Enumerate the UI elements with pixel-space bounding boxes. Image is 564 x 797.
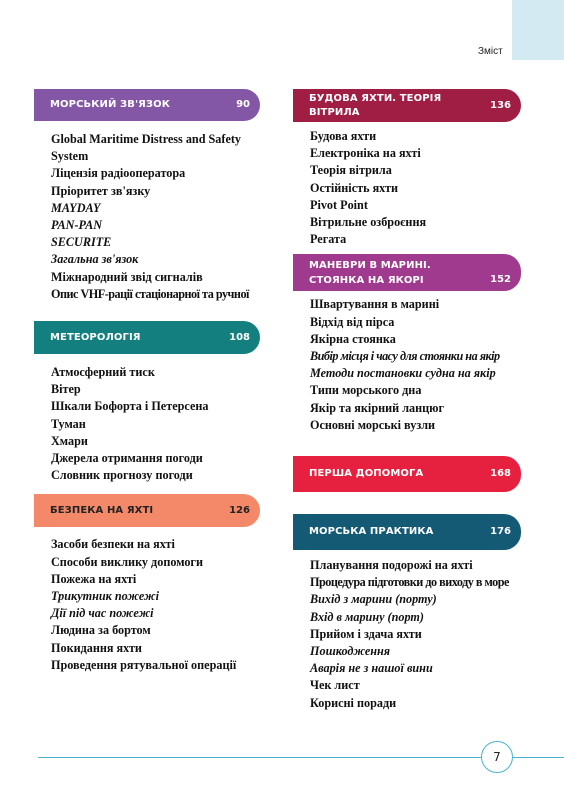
section-header-meteorology[interactable] [34, 321, 260, 354]
toc-entry[interactable]: Хмари [51, 433, 88, 448]
toc-entry[interactable]: Трикутник пожежі [51, 589, 159, 604]
toc-entry[interactable]: Шкали Бофорта і Петерсена [51, 399, 209, 414]
toc-entry[interactable]: Людина за бортом [51, 623, 151, 638]
section-items [293, 128, 521, 248]
toc-entry[interactable]: Пожежа на яхті [51, 571, 137, 586]
toc-section-meteorology [34, 321, 260, 484]
section-items [34, 536, 260, 674]
toc-entry[interactable]: Методи постановки судна на якір [310, 366, 496, 381]
section-title-line-2: СТОЯНКА НА ЯКОРІ [309, 274, 424, 286]
toc-entry[interactable]: Проведення рятувальної операції [51, 657, 237, 672]
toc-entry[interactable]: Покидання яхти [51, 640, 142, 655]
toc-entry[interactable]: Пріоритет зв'язку [51, 183, 151, 198]
toc-section-marine-communication [34, 89, 260, 303]
toc-entry[interactable]: SECURITE [51, 235, 112, 250]
toc-entry[interactable]: Вхід в марину (порт) [310, 609, 424, 624]
toc-entry[interactable]: Вибір місця і часу для стоянки на якір [310, 349, 500, 364]
toc-entry[interactable]: Пошкодження [310, 644, 391, 659]
toc-entry[interactable]: Корисні поради [310, 695, 397, 710]
toc-section-first-aid [293, 456, 521, 492]
corner-tab [512, 0, 564, 60]
toc-entry[interactable]: Global Maritime Distress and Safety [51, 132, 242, 146]
section-page-number: 136 [490, 99, 511, 111]
toc-entry[interactable]: Засоби безпеки на яхті [51, 537, 175, 552]
toc-entry[interactable]: Вихід з марини (порту) [310, 592, 437, 607]
toc-entry[interactable]: Чек лист [310, 678, 360, 693]
section-page-number: 108 [229, 331, 250, 343]
section-items [34, 131, 260, 303]
page-number-badge: 7 [481, 741, 513, 773]
toc-entry[interactable]: Відхід від пірса [310, 314, 395, 329]
section-header-safety[interactable] [34, 494, 260, 527]
toc-entry[interactable]: Електроніка на яхті [310, 146, 421, 161]
toc-entry[interactable]: Опис VHF-рації стаціонарної та ручної [51, 286, 249, 301]
section-header-marine-communication[interactable] [34, 89, 260, 121]
toc-entry[interactable]: Типи морського дна [310, 383, 422, 398]
toc-section-yacht-design [293, 89, 521, 248]
section-title: ПЕРША ДОПОМОГА [309, 468, 424, 480]
toc-entry[interactable]: Способи виклику допомоги [51, 554, 203, 569]
section-title [309, 258, 431, 288]
section-page-number: 176 [490, 526, 511, 538]
toc-entry[interactable]: Словник прогнозу погоди [51, 468, 193, 483]
section-header-marine-practice[interactable] [293, 514, 521, 550]
toc-entry[interactable]: Основні морські вузли [310, 417, 436, 432]
section-page-number: 152 [490, 274, 511, 286]
section-title-line-1: МАНЕВРИ В МАРИНІ. [309, 259, 431, 271]
toc-entry[interactable]: Загальна зв'язок [51, 252, 139, 267]
toc-entry[interactable]: PAN-PAN [51, 218, 102, 233]
toc-entry[interactable]: Дії під час пожежі [51, 606, 154, 621]
section-header-first-aid[interactable] [293, 456, 521, 492]
section-items [293, 557, 521, 712]
section-page-number: 168 [490, 468, 511, 480]
toc-entry[interactable]: Якір та якірний ланцюг [310, 400, 445, 415]
section-title: МОРСЬКА ПРАКТИКА [309, 526, 434, 538]
section-page-number: 126 [229, 504, 250, 516]
toc-entry[interactable]: Прийом і здача яхти [310, 626, 422, 641]
toc-entry[interactable]: Джерела отримання погоди [51, 451, 203, 466]
toc-section-safety [34, 494, 260, 674]
toc-entry[interactable]: Теорія вітрила [310, 163, 392, 178]
page-header-title: Зміст [478, 46, 503, 57]
section-title: БЕЗПЕКА НА ЯХТІ [50, 504, 154, 516]
section-header-yacht-design[interactable] [293, 89, 521, 122]
toc-entry[interactable]: Атмосферний тиск [51, 365, 155, 380]
toc-section-marine-practice [293, 514, 521, 712]
toc-left-column [34, 89, 260, 674]
section-header-marina-maneuvers[interactable] [293, 254, 521, 291]
toc-entry[interactable]: Pivot Point [310, 197, 368, 212]
toc-entry[interactable]: Ліцензія радіооператора [51, 166, 186, 181]
section-items [293, 296, 521, 434]
toc-entry[interactable]: Регата [310, 232, 347, 247]
toc-entry[interactable]: Туман [51, 416, 86, 431]
toc-entry[interactable]: Швартування в марині [310, 297, 440, 312]
toc-entry[interactable]: Вітрильне озброєння [310, 215, 427, 230]
toc-entry[interactable]: Міжнародний звід сигналів [51, 269, 203, 284]
toc-entry[interactable]: Будова яхти [310, 129, 377, 143]
toc-entry[interactable]: System [51, 149, 89, 164]
toc-entry[interactable]: Якірна стоянка [310, 331, 396, 346]
section-page-number: 90 [236, 99, 250, 110]
section-title: БУДОВА ЯХТИ. ТЕОРІЯ ВІТРИЛА [309, 92, 442, 118]
toc-entry[interactable]: Вітер [51, 382, 81, 397]
toc-entry[interactable]: MAYDAY [51, 200, 101, 215]
toc-section-marina-maneuvers [293, 254, 521, 434]
toc-entry[interactable]: Остійність яхти [310, 180, 398, 195]
toc-right-column [293, 89, 521, 712]
section-title: МОРСЬКИЙ ЗВ'ЯЗОК [50, 99, 171, 110]
toc-entry[interactable]: Процедура підготовки до виходу в море [310, 575, 509, 590]
toc-entry[interactable]: Планування подорожі на яхті [310, 558, 473, 573]
section-items [34, 364, 260, 484]
toc-entry[interactable]: Аварія не з нашої вини [310, 661, 433, 676]
section-title: МЕТЕОРОЛОГІЯ [50, 331, 141, 343]
